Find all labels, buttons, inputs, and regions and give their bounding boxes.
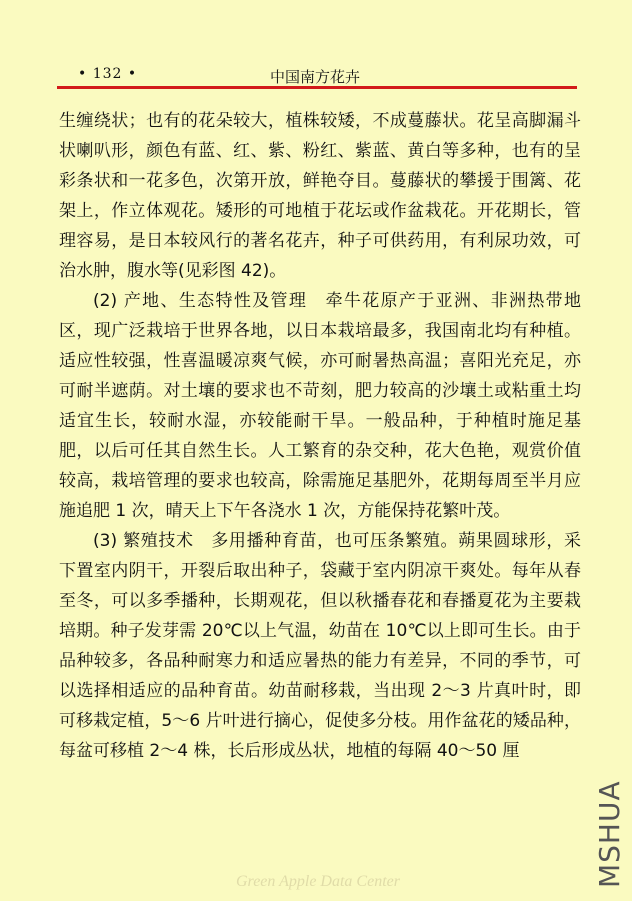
body-text — [59, 106, 581, 766]
paragraph: (3) 繁殖技术 多用播种育苗，也可压条繁殖。蒴果圆球形，采下置室内阴干，开裂后取出种子，袋藏于室内阴凉干爽处。每年从春至冬，可以多季播种，长期观花，但以秋播春花和春播夏花为主要栽培期。种子发芽需 20℃以上气温，幼苗在 10℃以上即可生长。由于品种较多，各品种耐寒力和适应暑热的能力有差异，不同的季节，可以选择相适应的品种育苗。幼苗耐移栽，当出现 2～3 片真叶时，即可移栽定植，5～6 片叶进行摘心，促使多分枝。用作盆花的矮品种，每盆可移植 2～4 株，长后形成丛状，地植的每隔 40～50 厘 — [59, 531, 581, 761]
page-number: • 132 • — [78, 66, 138, 82]
side-watermark: MSHUA — [593, 780, 626, 888]
running-header — [57, 62, 577, 86]
bottom-watermark: Green Apple Data Center — [236, 873, 400, 890]
header-rule — [57, 86, 577, 89]
paragraph: 生缠绕状；也有的花朵较大，植株较矮，不成蔓藤状。花呈高脚漏斗状喇叭形，颜色有蓝、红、紫、粉红、紫蓝、黄白等多种，也有的呈彩条状和一花多色，次第开放，鲜艳夺目。蔓藤状的攀援于围篱、花架上，作立体观花。矮形的可地植于花坛或作盆栽花。开花期长，管理容易，是日本较风行的著名花卉，种子可供药用，有利尿功效，可治水肿，腹水等(见彩图 42)。 — [59, 111, 581, 281]
book-title: 中国南方花卉 — [270, 68, 361, 86]
paragraph: (2) 产地、生态特性及管理 牵牛花原产于亚洲、非洲热带地区，现广泛栽培于世界各地，以日本栽培最多，我国南北均有种植。适应性较强，性喜温暖凉爽气候，亦可耐暑热高温；喜阳光充足，亦可耐半遮荫。对土壤的要求也不苛刻，肥力较高的沙壤土或粘重土均适宜生长，较耐水湿，亦较能耐干旱。一般品种，于种植时施足基肥，以后可任其自然生长。人工繁育的杂交种，花大色艳，观赏价值较高，栽培管理的要求也较高，除需施足基肥外，花期每周至半月应施追肥 1 次，晴天上下午各浇水 1 次，方能保持花繁叶茂。 — [59, 291, 581, 521]
